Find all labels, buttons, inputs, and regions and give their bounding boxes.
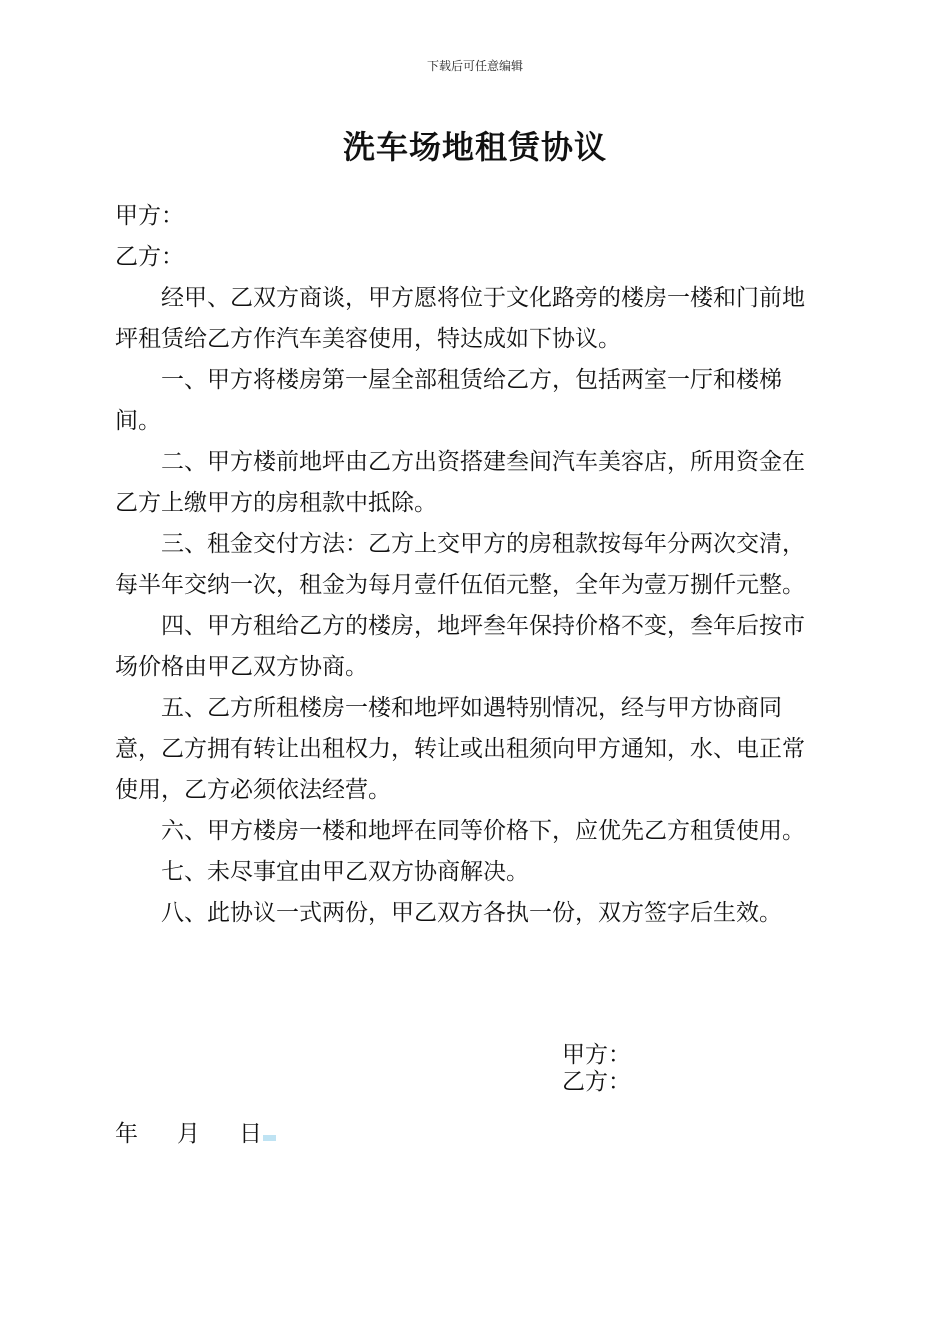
header-note: 下载后可任意编辑 — [426, 59, 523, 73]
party-a-line: 甲方： — [115, 203, 184, 229]
clause-6: 六、甲方楼房一楼和地坪在同等价格下，应优先乙方租赁使用。 — [161, 818, 805, 844]
document-title: 洗车场地租赁协议 — [342, 128, 607, 166]
party-b-line: 乙方： — [115, 244, 184, 270]
date-day: 日 — [239, 1121, 262, 1147]
text-cursor-mark[interactable] — [263, 1135, 276, 1141]
date-year: 年 — [115, 1121, 138, 1147]
clause-5: 五、乙方所租楼房一楼和地坪如遇特别情况，经与甲方协商同意，乙方拥有转让出租权力，转让或出租须向甲方通知，水、电正常使用，乙方必须依法经营。 — [115, 695, 805, 803]
signature-block — [562, 1042, 631, 1096]
clause-2: 二、甲方楼前地坪由乙方出资搭建叁间汽车美容店，所用资金在乙方上缴甲方的房租款中抵除。 — [115, 449, 805, 516]
signature-party-a: 甲方： — [562, 1042, 631, 1068]
intro-paragraph: 经甲、乙双方商谈，甲方愿将位于文化路旁的楼房一楼和门前地坪租赁给乙方作汽车美容使用，特达成如下协议。 — [115, 285, 805, 352]
clause-1: 一、甲方将楼房第一屋全部租赁给乙方，包括两室一厅和楼梯间。 — [115, 367, 782, 434]
document-body — [115, 196, 827, 934]
clause-3: 三、租金交付方法：乙方上交甲方的房租款按每年分两次交清，每半年交纳一次，租金为每月壹仟伍佰元整，全年为壹万捌仟元整。 — [115, 531, 805, 598]
clause-4: 四、甲方租给乙方的楼房，地坪叁年保持价格不变，叁年后按市场价格由甲乙双方协商。 — [115, 613, 805, 680]
date-line — [115, 1118, 276, 1150]
signature-party-b: 乙方： — [562, 1069, 631, 1095]
clause-7: 七、未尽事宜由甲乙双方协商解决。 — [161, 859, 529, 885]
date-month: 月 — [177, 1121, 200, 1147]
clause-8: 八、此协议一式两份，甲乙双方各执一份，双方签字后生效。 — [161, 900, 782, 926]
